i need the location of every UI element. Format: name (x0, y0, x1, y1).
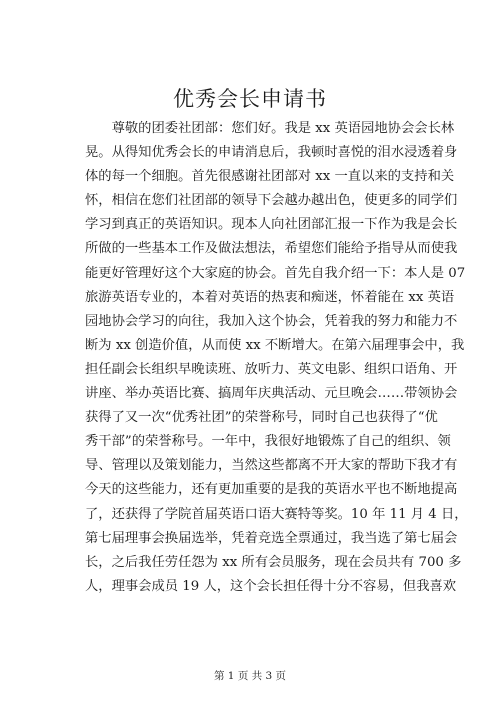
body-line: 导、管理以及策划能力，当然这些都离不开大家的帮助下我才有 (85, 458, 458, 474)
body-line: 了，还获得了学院首届英语口语大赛特等奖。10 年 11 月 4 日， (85, 506, 468, 522)
body-line: 园地协会学习的向往，我加入这个协会，凭着我的努力和能力不 (85, 313, 458, 329)
body-line: 获得了又一次“优秀社团”的荣誉称号，同时自己也获得了“优 (85, 410, 438, 426)
body-line: 旅游英语专业的，本着对英语的热衷和痴迷，怀着能在 xx 英语 (85, 289, 455, 305)
body-line: 所做的一些基本工作及做法想法，希望您们能给予指导从而使我 (85, 241, 458, 257)
document-body (85, 117, 468, 599)
document-title: 优秀会长申请书 (173, 87, 327, 111)
body-line: 今天的这些能力，还有更加重要的是我的英语水平也不断地提高 (85, 482, 458, 498)
body-line: 第七届理事会换届选举，凭着竞选全票通过，我当选了第七届会 (85, 530, 458, 546)
body-line: 秀干部”的荣誉称号。一年中，我很好地锻炼了自己的组织、领 (85, 434, 451, 450)
body-line: 讲座、举办英语比赛、搞周年庆典活动、元旦晚会……带领协会 (85, 386, 458, 402)
body-line: 断为 xx 创造价值，从而使 xx 不断增大。在第六届理事会中，我 (85, 337, 465, 353)
body-line: 体的每一个细胞。首先很感谢社团部对 xx 一直以来的支持和关 (85, 169, 455, 185)
body-line: 长，之后我任劳任怨为 xx 所有会员服务，现在会员共有 700 多 (85, 554, 462, 570)
body-line: 学习到真正的英语知识。现本人向社团部汇报一下作为我是会长 (85, 217, 458, 233)
body-line: 晃。从得知优秀会长的申请消息后，我顿时喜悦的泪水浸透着身 (85, 145, 458, 161)
body-line: 担任副会长组织早晚读班、放听力、英文电影、组织口语角、开 (85, 361, 458, 377)
body-line: 能更好管理好这个大家庭的协会。首先自我介绍一下：本人是 07 (85, 265, 466, 281)
body-line: 人，理事会成员 19 人，这个会长担任得十分不容易，但我喜欢 (85, 578, 457, 594)
body-line: 怀，相信在您们社团部的领导下会越办越出色，使更多的同学们 (85, 193, 458, 209)
page-number: 第 1 页 共 3 页 (213, 670, 287, 682)
body-line: 尊敬的团委社团部：您们好。我是 xx 英语园地协会会长林 (85, 121, 455, 136)
